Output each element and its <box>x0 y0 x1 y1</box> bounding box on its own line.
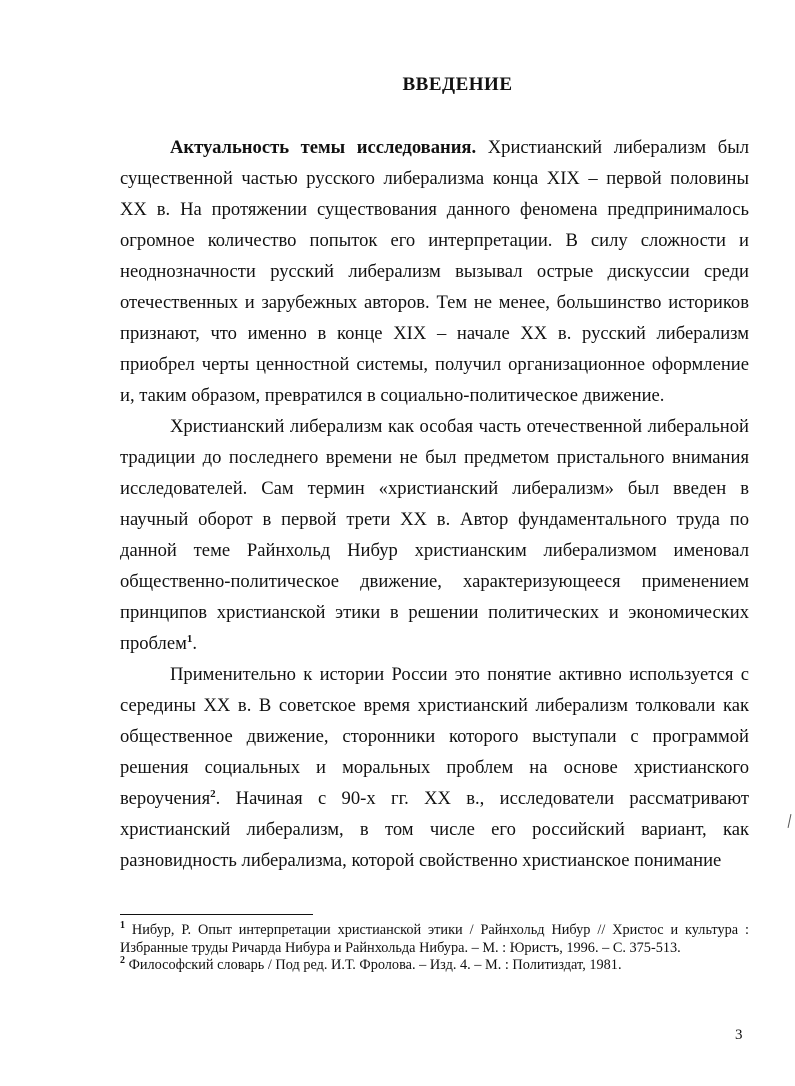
paragraph-russia-history <box>120 659 749 876</box>
paragraph-tail: . <box>192 633 197 654</box>
main-text <box>120 132 749 876</box>
paragraph-text: Христианский либерализм был существенной частью русского либерализма конца XIX – первой половины XX в. На протяжении существования данного феномена предпринималось огромное количество попыток его интерпретации. В силу сложности и неоднозначности русский либерализм вызывал острые дискуссии среди отечественных и зарубежных авторов. Тем не менее, большинство историков признают, что именно в конце XIX – начале XX в. русский либерализм приобрел черты ценностной системы, получил организационное оформление и, таким образом, превратился в социально-политическое движение. <box>120 137 749 406</box>
footnotes <box>120 922 749 975</box>
footnote-ref-1: 1 <box>186 632 193 645</box>
scan-mark <box>788 814 792 828</box>
paragraph-tail: . Начиная с 90-х гг. XX в., исследователи рассматривают христианский либерализм, в том числе его российский вариант, как разновидность либерализма, которой свойственно христианское понимание <box>120 788 749 871</box>
footnote-2 <box>120 957 749 975</box>
page-number: 3 <box>735 1027 743 1043</box>
paragraph-lead-heading: Актуальность темы исследования. <box>170 137 477 158</box>
footnote-text: Философский словарь / Под ред. И.Т. Фролова. – Изд. 4. – М. : Политиздат, 1981. <box>125 957 622 973</box>
footnote-text: Нибур, Р. Опыт интерпретации христианской этики / Райнхольд Нибур // Христос и культура : Избранные труды Ричарда Нибура и Райнхольда Нибура. – М. : Юристъ, 1996. – С. 375-513. <box>120 922 749 956</box>
paragraph-christian-liberalism <box>120 411 749 659</box>
paragraph-text: Христианский либерализм как особая часть отечественной либеральной традиции до последнего времени не был предметом пристального внимания исследователей. Сам термин «христианский либерализм» был введен в научный оборот в первой трети XX в. Автор фундаментального труда по данной теме Райнхольд Нибур христианским либерализмом именовал общественно-политическое движение, характеризующееся применением принципов христианской этики в решении политических и экономических проблем <box>120 416 749 654</box>
footnote-mark: 1 <box>120 920 125 932</box>
paragraph-text: Применительно к истории России это понятие активно используется с середины XX в. В советское время христианский либерализм толковали как общественное движение, сторонники которого выступали с программой решения социальных и моральных проблем на основе христианского вероучения <box>120 664 749 809</box>
paragraph-relevance <box>120 132 749 411</box>
footnote-1 <box>120 922 749 957</box>
footnote-divider <box>120 914 313 915</box>
footnote-ref-2: 2 <box>210 787 216 800</box>
footnote-mark: 2 <box>120 955 125 967</box>
page-title: ВВЕДЕНИЕ <box>402 74 513 95</box>
